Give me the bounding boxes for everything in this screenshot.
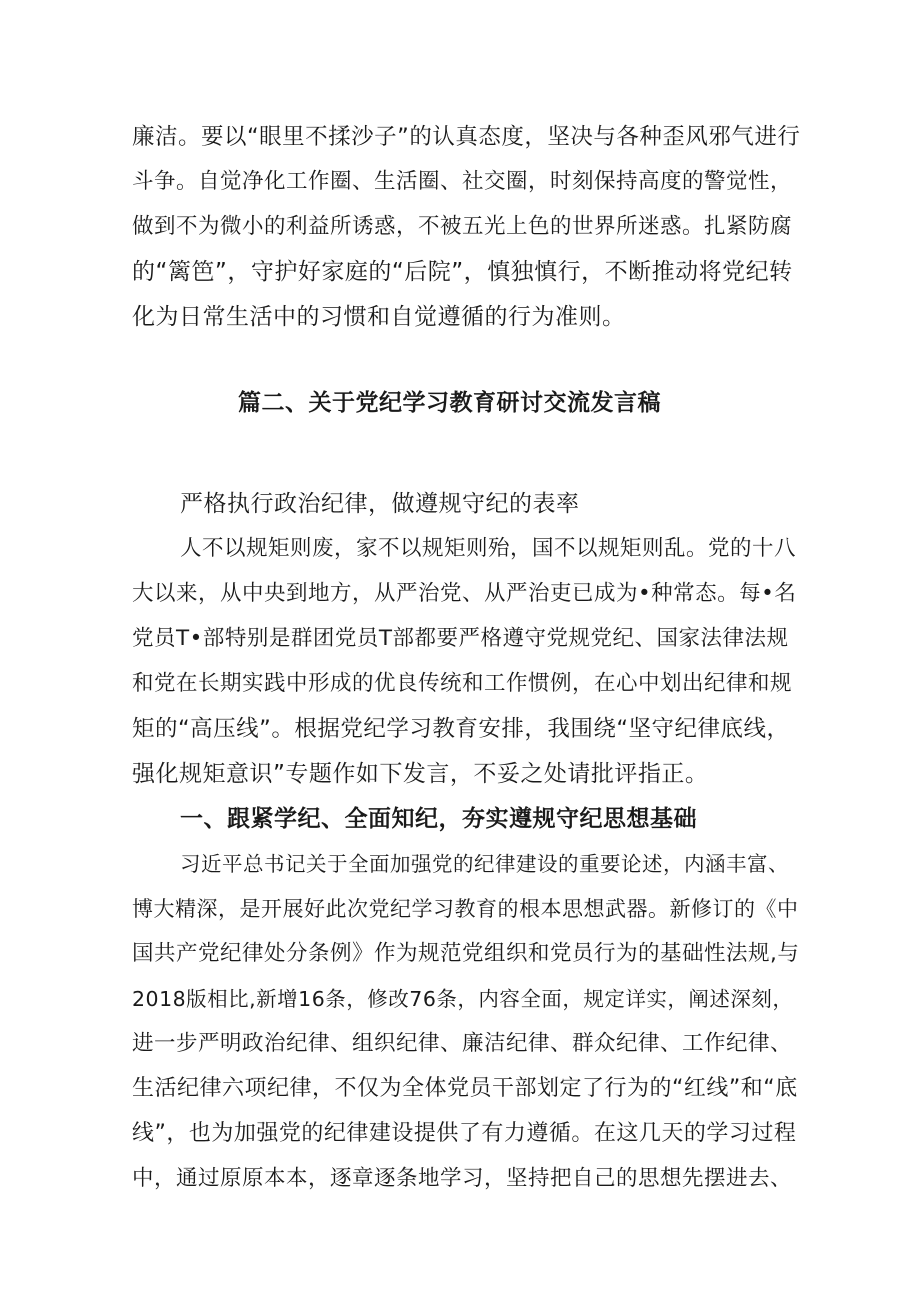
body-line: 进一步严明政治纪律、组织纪律、廉洁纪律、群众纪律、工作纪律、 — [132, 1031, 793, 1056]
intro-line: 大以来，从中央到地方，从严治党、从严治吏已成为•种常态。每•名 — [132, 581, 797, 606]
body-line: 国共产党纪律处分条例》作为规范党组织和党员行为的基础性法规,与 — [132, 941, 800, 966]
body-line: 习近平总书记关于全面加强党的纪律建设的重要论述，内涵丰富、 — [180, 852, 789, 876]
intro-line: 矩的“高压线”。根据党纪学习教育安排，我围绕“坚守纪律底线， — [132, 716, 790, 742]
body-line: 2018版相比,新增16条，修改76条，内容全面，规定详实，阐述深刻， — [132, 987, 794, 1011]
carryover-line: 斗争。自觉净化工作圈、生活圈、社交圈，时刻保持高度的警觉性， — [132, 169, 793, 194]
body-line: 博大精深，是开展好此次党纪学习教育的根本思想武器。新修订的《中 — [132, 897, 799, 921]
intro-line: 人不以规矩则废，家不以规矩则殆，国不以规矩则乱。党的十八 — [180, 536, 797, 561]
intro-line: 强化规矩意识”专题作如下发言，不妥之处请批评指正。 — [132, 761, 709, 787]
intro-line: 和党在长期实践中形成的优良传统和工作惯例，在心中划出纪律和规 — [132, 671, 793, 696]
carryover-line: 做到不为微小的利益所诱惑，不被五光上色的世界所迷惑。扎紧防腐 — [132, 214, 793, 239]
subtitle: 严格执行政治纪律，做遵规守纪的表率 — [180, 491, 580, 517]
body-line: 中，通过原原本本，逐章逐条地学习，坚持把自己的思想先摆进去、 — [132, 1166, 793, 1191]
carryover-line: 化为日常生活中的习惯和自觉遵循的行为准则。 — [132, 304, 626, 330]
section-title: 篇二、关于党纪学习教育研讨交流发言稿 — [238, 390, 661, 416]
carryover-line: 廉洁。要以“眼里不揉沙子”的认真态度，坚决与各种歪风邪气进行 — [132, 124, 801, 150]
heading-one: 一、跟紧学纪、全面知纪，夯实遵规守纪思想基础 — [180, 806, 697, 832]
body-line: 生活纪律六项纪律，不仅为全体党员干部划定了行为的“红线”和“底 — [132, 1076, 798, 1101]
body-line: 线”，也为加强党的纪律建设提供了有力遵循。在这几天的学习过程 — [132, 1121, 797, 1146]
carryover-line: 的“篱笆”，守护好家庭的“后院”，慎独慎行，不断推动将党纪转 — [132, 259, 793, 285]
intro-line: 党员T•部特别是群团党员T部都要严格遵守党规党纪、国家法律法规 — [132, 626, 789, 651]
